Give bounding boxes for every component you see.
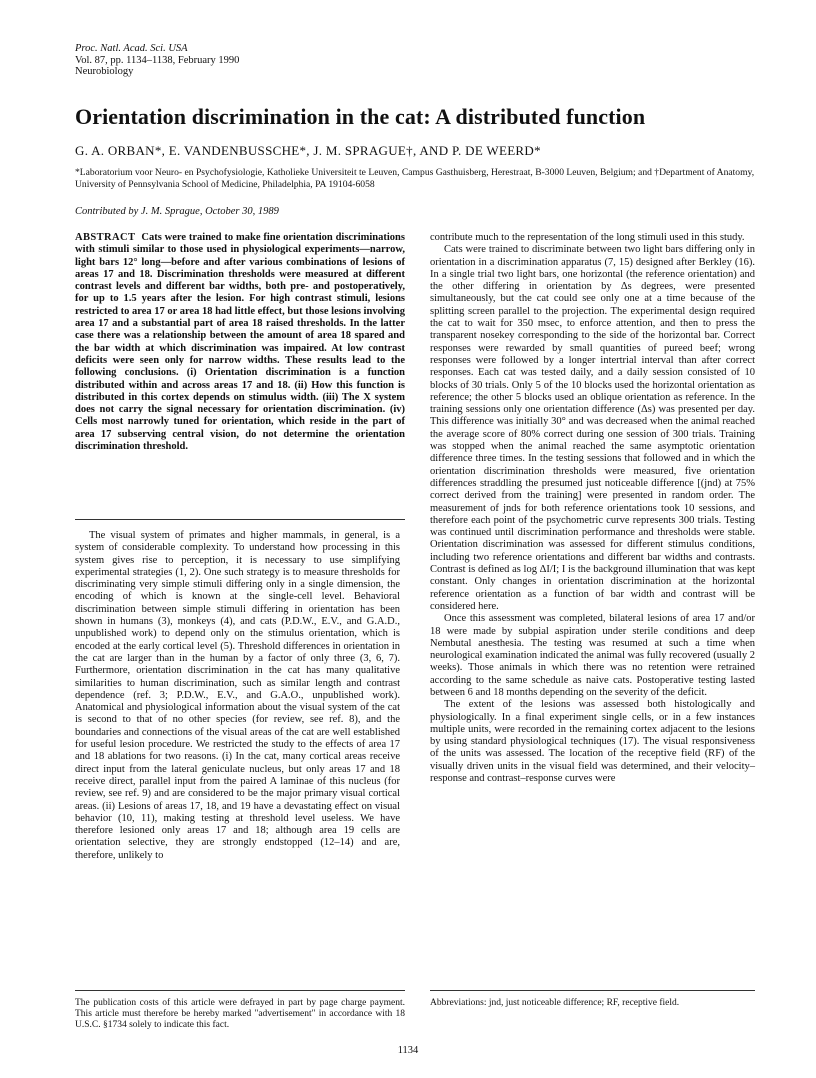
footnote-rule-left — [75, 990, 405, 991]
page-number: 1134 — [397, 1045, 419, 1056]
body-paragraph: Once this assessment was completed, bilateral lesions of area 17 and/or 18 were made by subpial aspiration under sterile conditions and deep Nembutal anesthesia. The testing was resumed at such a time when neurological examination indicated the animal was fully recovered (usually 2 weeks). Those animals in which there was no retention were retrained according to the same schedule as naive cats. Postoperative testing lasted between 6 and 18 months depending on the severity of the deficit. — [430, 613, 755, 698]
journal-name: Proc. Natl. Acad. Sci. USA — [75, 43, 188, 54]
abstract-divider — [75, 519, 405, 520]
abstract — [75, 232, 405, 453]
article-title: Orientation discrimination in the cat: A distributed function — [75, 104, 646, 129]
journal-volume: Vol. 87, pp. 1134–1138, February 1990 — [75, 54, 240, 66]
body-paragraph: Cats were trained to discriminate between two light bars differing only in orientation in a discrimination apparatus (7, 15) designed after Berkley (16). In a single trial two light bars, one horizontal (the reference orientation) and the other differing in orientation by Δs degrees, were presented simultaneously, but the cat could see only one at a time because of the splitting screen parallel to the projection. The experimental design required the cat to wait for 350 msec, to enforce attention, and then to press the transparent nosekey corresponding to the side of the horizontal bar. Correct responses were rewarded by small quantities of pureed beef; wrong responses were followed by a longer intertrial interval than after correct responses. Each cat was tested daily, and a daily session consisted of 10 blocks of 30 trials. Only 5 of the 10 blocks used the horizontal orientation as reference; the other 5 blocks used an oblique orientation as reference. In the training sessions only one orientation difference (Δs) was presented per day. This difference was initially 30° and was decreased when the animal reached the average score of 80% correct during one session of 300 trials. Training was stopped when the animal reached the same asymptotic orientation difference three times. In the testing sessions that followed and in which the orientation discrimination thresholds were measured, five orientation differences straddling the presumed just noticeable difference [(jnd) at 75% correct derived from the training] were presented in random order. The measurement of jnds for both reference orientations took 10 sessions, and therefore each point of the psychometric curve represents 300 trials. Testing was continued until discrimination performance and thresholds were stable. Orientation discrimination was assessed for different stimulus conditions, including two reference orientations and different bar widths and contrasts. Contrast is defined as log ΔI/I; I is the background illumination that was kept constant. Only changes in orientation discrimination at the horizontal reference orientation as a function of bar width and contrast will be considered here. — [430, 244, 755, 612]
left-column-body — [75, 530, 400, 862]
abstract-label: ABSTRACT — [75, 232, 136, 243]
body-paragraph: contribute much to the representation of the long stimuli used in this study. — [430, 232, 745, 243]
affiliations: *Laboratorium voor Neuro- en Psychofysiologie, Katholieke Universiteit te Leuven, Campus Gasthuisberg, Herestraat, B-3000 Leuven, Belgium; and †Department of Anatomy, University of Pennsylvania School of Medicine, Philadelphia, PA 19104-6058 — [75, 167, 755, 190]
body-paragraph: The visual system of primates and higher mammals, in general, is a system of considerable complexity. To understand how processing in this system gives rise to perception, it is necessary to use simplifying experimental strategies (1, 2). One such strategy is to measure thresholds for discriminating very simple stimuli differing only in a single dimension, the encoding of which is known at the single-cell level. Behavioral discrimination between simple stimuli differing in orientation has been shown in humans (3), monkeys (4), and cats (P.D.W., E.V., and G.A.D., unpublished work) to depend only on the stimulus orientation, which is encoded at the early cortical level (5). Threshold differences in orientation in the cat are larger than in the human by a factor of only three (3, 6, 7). Furthermore, orientation discrimination in the cat has many qualitative similarities to human discrimination, such as similar length and contrast dependence (ref. 3; P.D.W., E.V., and G.A.O., unpublished work). Anatomical and physiological information about the visual system of the cat is second to that of no other species (for review, see ref. 8), and the boundaries and connections of the visual areas of the cat are well established for useful lesion procedure. We restricted the study to the effects of area 17 and 18 ablations for two reasons. (i) In the cat, many cortical areas receive direct input from the lateral geniculate nucleus, but only areas 17 and 18 receive direct, parallel input from the paired A laminae of this nucleus (for review, see ref. 9) and are considered to be the major primary visual cortical areas. (ii) Lesions of areas 17, 18, and 19 have a devastating effect on visual behavior (10, 11), making testing at threshold level useless. We have therefore lesioned only areas 17 and 18; although area 19 cells are orientation selective, they are strongly endstopped (12–14) and are, therefore, unlikely to — [75, 530, 400, 861]
publication-cost-footnote: The publication costs of this article were defrayed in part by page charge payment. This article must therefore be hereby marked "advertisement" in accordance with 18 U.S.C. §1734 solely to indicate this fact. — [75, 998, 405, 1031]
journal-section: Neurobiology — [75, 66, 134, 77]
abbreviations-footnote: Abbreviations: jnd, just noticeable difference; RF, receptive field. — [430, 998, 680, 1008]
footnote-rule-right — [430, 990, 755, 991]
contributed-by: Contributed by J. M. Sprague, October 30, 1989 — [75, 206, 279, 217]
journal-header — [75, 43, 239, 78]
abstract-text: Cats were trained to make fine orientation discriminations with stimuli similar to those used in physiological experiments—narrow, light bars 12° long—before and after various combinations of lesions of areas 17 and 18. Discrimination thresholds were measured at different contrast levels and different bar widths, both pre- and postoperatively, for up to 1.5 years after the lesion. For high contrast stimuli, lesions restricted to area 17 or area 18 had little effect, but those lesions involving area 17 and a substantial part of area 18 raised thresholds. In the latter case there was a relationship between the amount of area 18 spared and the bar width at which discrimination was impaired. At low contrast deficits were seen only for narrow widths. These results lead to the following conclusions. (i) Orientation discrimination is a function distributed within and across areas 17 and 18. (ii) How this function is distributed in this cortex depends on stimulus width. (iii) The X system does not carry the signal necessary for orientation discrimination. (iv) Cells most narrowly tuned for orientation, which reside in the part of area 17 subserving central vision, do not determine the orientation discrimination threshold. — [75, 232, 405, 453]
right-column-body — [430, 232, 755, 785]
body-paragraph: The extent of the lesions was assessed both histologically and physiologically. In a final experiment single cells, or in a few instances multiple units, were recorded in the remaining cortex adjacent to the lesions by using standard physiological techniques (17). The visual responsiveness of the units was assessed. The location of the receptive field (RF) of the visually driven units in the visual field was determined, and their velocity–response and contrast–response curves were — [430, 699, 755, 785]
author-list: G. A. ORBAN*, E. VANDENBUSSCHE*, J. M. SPRAGUE†, AND P. DE WEERD* — [75, 143, 541, 158]
